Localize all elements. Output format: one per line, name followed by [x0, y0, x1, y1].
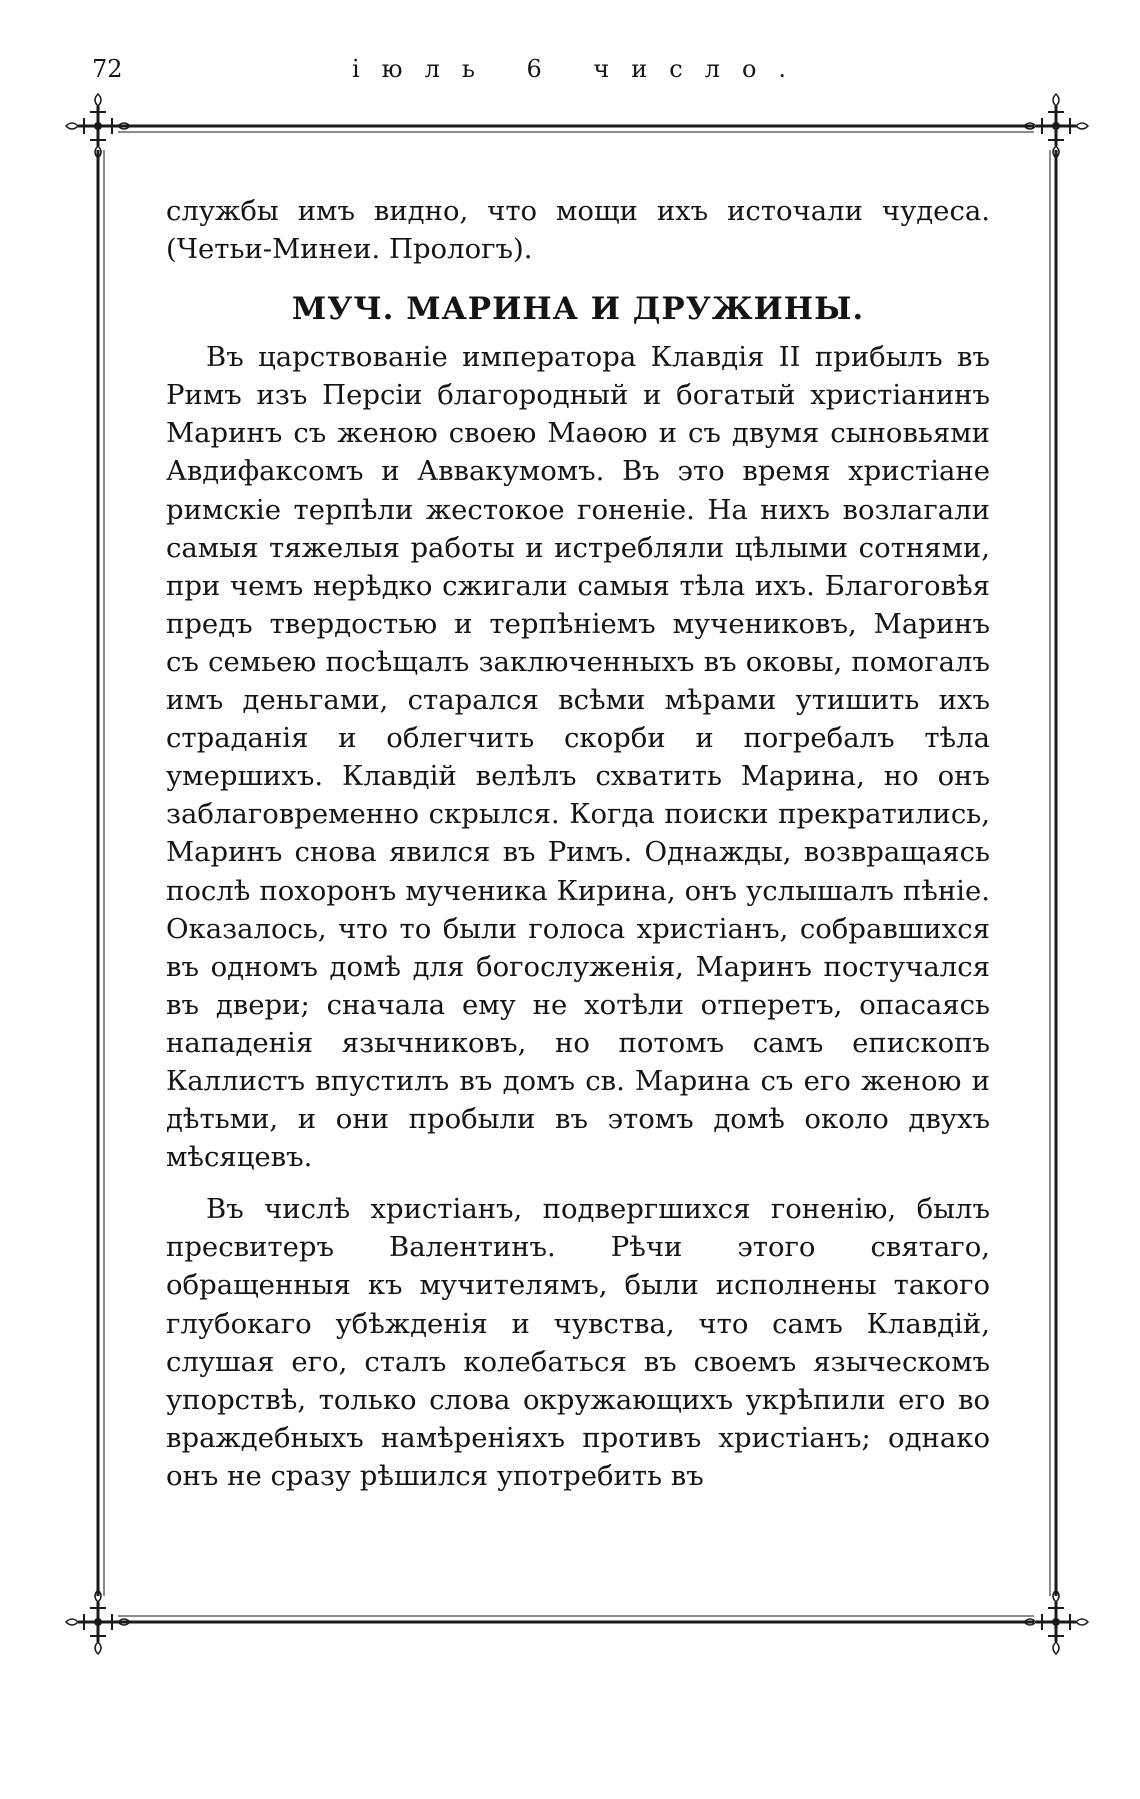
text-body — [166, 192, 990, 1495]
running-title: іюль 6 число. — [352, 55, 809, 83]
page-number: 72 — [92, 55, 123, 83]
body-paragraph: Въ числѣ христіанъ, подвергшихся гоненію, былъ пресвитеръ Валентинъ. Рѣчи этого святаго, обращенныя къ мучителямъ, были исполнены такого глубокаго убѣжденія и чувства, что самъ Клавдій, слушая его, сталъ колебаться въ своемъ языческомъ упорствѣ, только слова окружающихъ укрѣпили его во враждебныхъ намѣреніяхъ противъ христіанъ; однако онъ не сразу рѣшился употребить въ — [166, 1193, 990, 1492]
continuation-paragraph: службы имъ видно, что мощи ихъ источали чудеса. (Четьи-Минеи. Прологъ). — [166, 195, 990, 266]
body-paragraph: Въ царствованіе императора Клавдія II прибылъ въ Римъ изъ Персіи благородный и богатый христіанинъ Маринъ съ женою своею Маѳою и съ двумя сыновьями Авдифаксомъ и Аввакумомъ. Въ это время христіане римскіе терпѣли жестокое гоненіе. На нихъ возлагали самыя тяжелыя работы и истребляли цѣлыми сотнями, при чемъ нерѣдко сжигали самыя тѣла ихъ. Благоговѣя предъ твердостью и терпѣніемъ мучениковъ, Маринъ съ семьею посѣщалъ заключенныхъ въ оковы, помогалъ имъ деньгами, старался всѣми мѣрами утишить ихъ страданія и облегчить скорби и погребалъ тѣла умершихъ. Клавдій велѣлъ схватить Марина, но онъ заблаговременно скрылся. Когда поиски прекратились, Маринъ снова явился въ Римъ. Однажды, возвращаясь послѣ похоронъ мученика Кирина, онъ услышалъ пѣніе. Оказалось, что то были голоса христіанъ, собравшихся въ одномъ домѣ для богослуженія, Маринъ постучался въ двери; сначала ему не хотѣли отперетъ, опасаясь нападенія язычниковъ, но потомъ самъ епископъ Каллистъ впустилъ въ домъ св. Марина съ его женою и дѣтьми, и они пробыли въ этомъ домѣ около двухъ мѣсяцевъ. — [166, 341, 990, 1174]
section-heading: МУЧ. МАРИНА И ДРУЖИНЫ. — [291, 291, 865, 328]
